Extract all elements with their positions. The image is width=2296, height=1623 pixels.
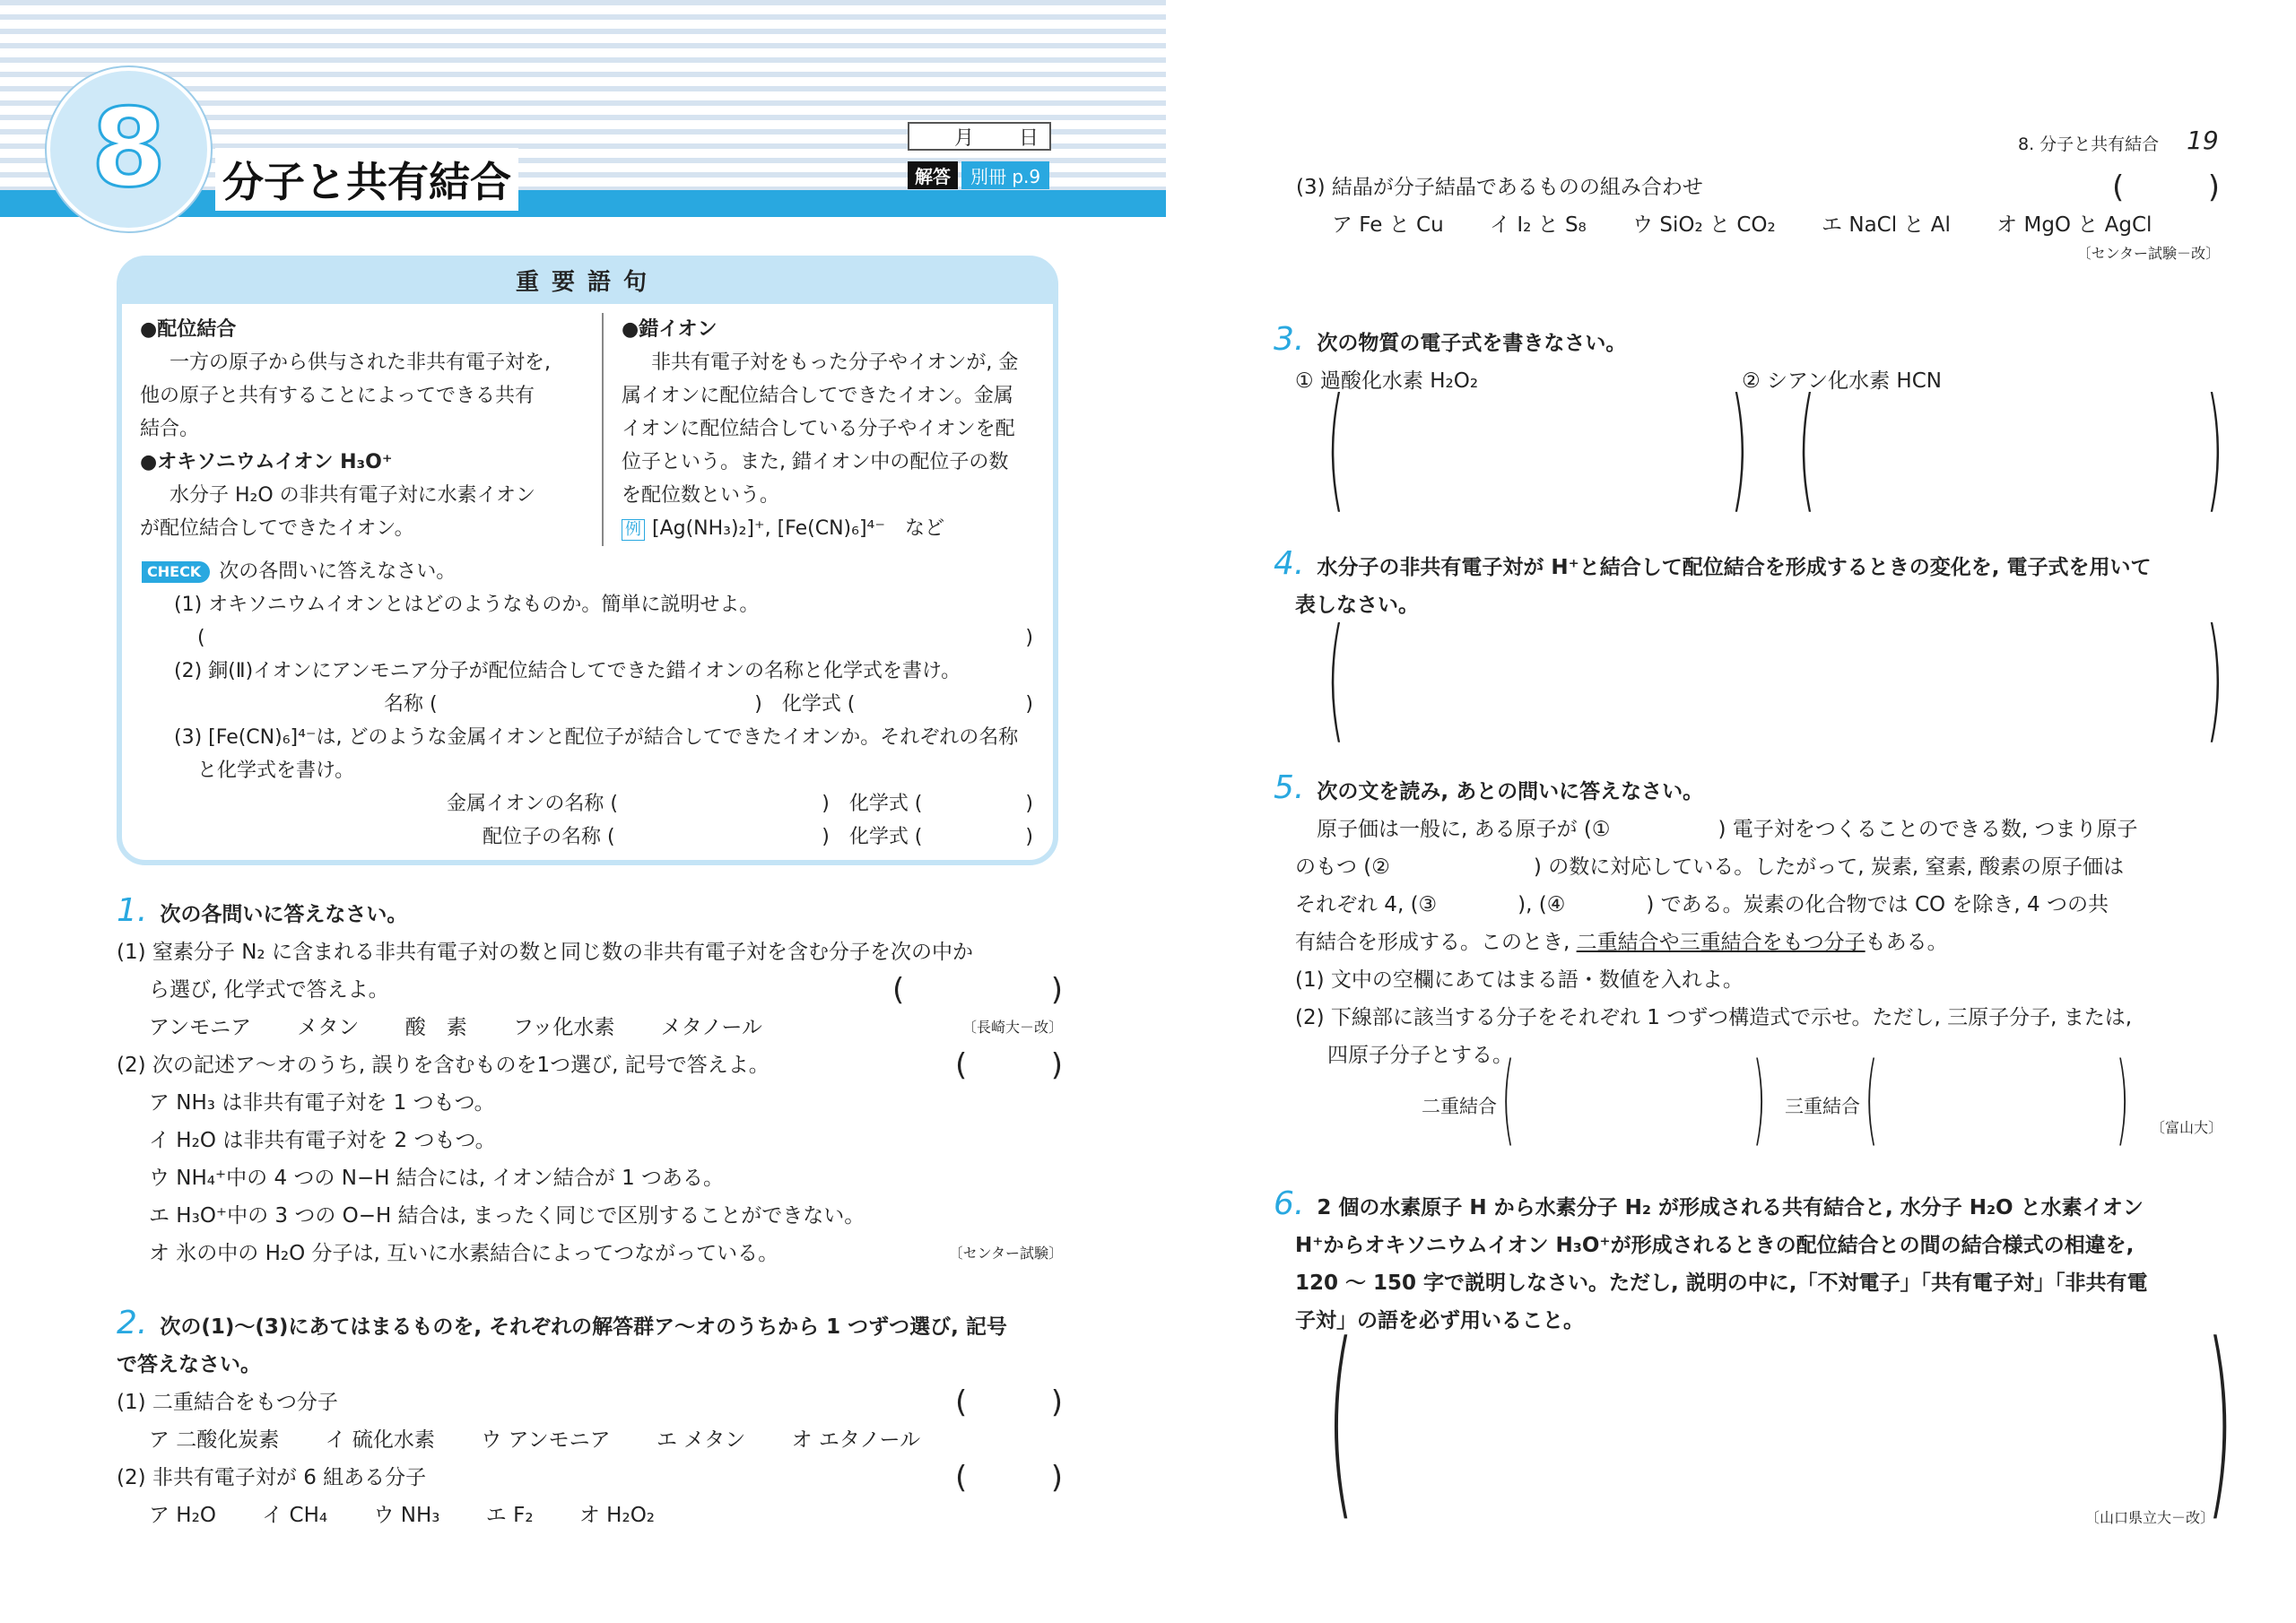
answer-formula-label: ) 化学式 ( [754,693,856,716]
q2-part1-text: (1) 二重結合をもつ分子 [117,1391,338,1414]
key-terms-left-column [140,313,579,545]
question-1 [117,892,1063,1272]
option: イ I₂ と S₈ [1490,213,1587,237]
example-label: 例 [622,519,645,541]
term-complex-ion: ●錯イオン [622,318,718,341]
question-text: 2 個の水素原子 H から水素分子 H₂ が形成される共有結合と, 水分子 H₂O と水素イオン [1317,1196,2144,1219]
answer-reference [908,161,1049,189]
paren-open: ( [955,1047,968,1083]
q5-text: それぞれ 4, (③ [1295,893,1438,916]
q5-text: 有結合を形成する。このとき, [1295,931,1577,954]
option: フッ化水素 [513,1016,615,1039]
q5-part2-line1: (2) 下線部に該当する分子をそれぞれ 1 つずつ構造式で示せ。ただし, 三原子分子, または, [1295,1006,2133,1029]
question-5 [1274,769,2224,1074]
question-number: 2. [117,1305,148,1341]
term-text: 他の原子と共有することによってできる共有 [140,385,535,407]
question-text-cont: 表しなさい。 [1295,594,1419,617]
q2-part3-text: (3) 結晶が分子結晶であるものの組み合わせ [1296,176,1703,199]
source-note: 〔長崎大－改〕 [961,1019,1063,1036]
question-3-heading [1274,321,2224,362]
answer-area-q3-1-open[interactable]: ( [1326,370,1345,526]
check-q3-line1: (3) [Fe(CN)₆]⁴⁻は, どのような金属イオンと配位子が結合してできたイオンか。それぞれの名称 [174,726,1019,749]
source-note: 〔センター試験－改〕 [2076,245,2220,262]
answer-blank[interactable] [955,1046,1063,1084]
q1-part1-options [117,1009,1063,1046]
check-q3-answer-ligand[interactable] [142,820,1039,854]
statement-last [117,1235,1063,1272]
paren-close: ) [1025,826,1033,848]
key-terms-right-column [602,313,1041,546]
answer-key-label: 解答 [908,161,958,189]
answer-area-double-open[interactable]: ( [1500,1041,1515,1156]
q5-sentence-3 [1274,886,2224,924]
term-example [622,512,1041,545]
statement: イ H₂O は非共有電子対を 2 つもつ。 [149,1129,496,1152]
term-text: 水分子 H₂O の非共有電子対に水素イオン [170,484,536,507]
running-head: 8. 分子と共有結合 [2018,135,2160,154]
check-intro: 次の各問いに答えなさい。 [219,560,457,583]
q2-part2 [117,1459,1063,1497]
q1-part1-text: ら選び, 化学式で答えよ。 [149,978,389,1002]
check-q3-answer-metal[interactable] [142,787,1039,820]
q5-text: ) である。炭素の化合物では CO を除き, 4 つの共 [1646,893,2109,916]
option: ア 二酸化炭素 [149,1428,280,1452]
paren-open: ( [197,627,205,649]
answer-area-triple-close[interactable]: ) [2115,1041,2129,1156]
q1-part1-line2 [117,971,1063,1009]
option: ウ SiO₂ と CO₂ [1632,213,1776,237]
check-q1: (1) オキソニウムイオンとはどのようなものか。簡単に説明せよ。 [174,594,760,616]
question-number: 1. [117,892,148,929]
q5-text: のもつ (② [1295,855,1390,879]
question-text-cont: 子対」の語を必ず用いること。 [1295,1309,1584,1332]
question-3 [1274,321,2224,400]
q2-part3-line [1296,169,2220,206]
paren-close: ) [1025,793,1033,815]
q2-part1-options [117,1421,1063,1459]
q2-part3 [1296,169,2220,264]
question-number: 4. [1274,545,1305,582]
answer-blank[interactable] [2112,169,2220,206]
metal-formula-label: ) 化学式 ( [822,793,923,815]
term-text: 位子という。また, 錯イオン中の配位子の数 [622,451,1009,473]
q2-part2-options [117,1497,1063,1534]
statement: ア NH₃ は非共有電子対を 1 つもつ。 [149,1091,495,1115]
answer-area-double-close[interactable]: ) [1752,1041,1766,1156]
question-4 [1274,545,2224,624]
option: ウ NH₃ [373,1504,440,1527]
answer-blank[interactable] [892,971,1063,1009]
answer-name-label: 名称 ( [384,693,438,716]
check-q1-answer[interactable] [142,621,1039,655]
answer-area-q4-open[interactable]: ( [1326,601,1345,757]
q3-part1: ① 過酸化水素 H₂O₂ [1295,369,1479,393]
option: メタン [297,1016,360,1039]
q5-sentence-2 [1274,848,2224,886]
triple-bond-label: 三重結合 [1785,1096,1860,1117]
answer-blank[interactable] [955,1459,1063,1497]
option: エ NaCl と Al [1822,213,1951,237]
metal-name-label: 金属イオンの名称 ( [447,793,618,815]
question-6-heading [1274,1185,2224,1227]
answer-area-q6-close[interactable]: ) [2205,1301,2234,1541]
q5-part1: (1) 文中の空欄にあてはまる語・数値を入れよ。 [1295,968,1744,992]
question-number: 3. [1274,321,1305,358]
paren-open: ( [2112,169,2125,205]
option: エ F₂ [485,1504,534,1527]
chapter-number: 8 [91,86,167,212]
key-terms-box [117,256,1058,865]
statement: エ H₃O⁺中の 3 つの O−H 結合は, まったく同じで区別することができない。 [149,1204,865,1228]
q2-part1 [117,1384,1063,1421]
term-text: 一方の原子から供与された非共有電子対を, [170,352,551,374]
statement: ウ NH₄⁺中の 4 つの N−H 結合には, イオン結合が 1 つある。 [149,1167,725,1190]
term-coordinate-bond: ●配位結合 [140,318,237,341]
question-5-heading [1274,769,2224,811]
q1-part1-line1: (1) 窒素分子 N₂ に含まれる非共有電子対の数と同じ数の非共有電子対を含む分子を次の中か [117,941,973,964]
check-q2: (2) 銅(Ⅱ)イオンにアンモニア分子が配位結合してできた錯イオンの名称と化学式を書け。 [174,660,961,682]
term-text: を配位数という。 [622,484,780,507]
answer-area-q3-1-close[interactable]: ) [1730,370,1749,526]
paren-open: ( [955,1460,968,1496]
option: オ MgO と AgCl [1996,213,2152,237]
date-box[interactable] [908,122,1051,151]
question-2-heading [117,1305,1063,1346]
statement: オ 氷の中の H₂O 分子は, 互いに水素結合によってつながっている。 [149,1242,779,1265]
q3-part2: ② シアン化水素 HCN [1742,369,1942,393]
option: 酸 素 [404,1016,467,1039]
term-text: イオンに配位結合している分子やイオンを配 [622,418,1015,440]
check-q3-line2: と化学式を書け。 [197,759,355,782]
term-oxonium: ●オキソニウムイオン H₃O⁺ [140,451,393,473]
source-note: 〔山口県立大－改〕 [2085,1509,2215,1526]
options-list [149,1009,802,1046]
ligand-name-label: 配位子の名称 ( [483,826,615,848]
q5-text: 原子価は一般に, ある原子が (① [1317,818,1611,841]
source-note: 〔センター試験〕 [948,1245,1063,1262]
paren-open: ( [955,1384,968,1420]
option: イ CH₄ [262,1504,328,1527]
page-number: 19 [2187,126,2219,155]
q5-text: ) 電子対をつくることのできる数, つまり原子 [1718,818,2138,841]
paren-close: ) [1025,627,1033,649]
q2-part3-options [1296,206,2220,244]
option: エ メタン [656,1428,746,1452]
option: オ エタノール [791,1428,921,1452]
option: ア H₂O [149,1504,216,1527]
option: アンモニア [149,1016,252,1039]
q5-text: もある。 [1865,931,1948,954]
check-intro-line [142,555,1039,588]
paren-close: ) [1050,1384,1063,1420]
question-1-heading [117,892,1063,933]
answer-page-ref: 別冊 p.9 [961,161,1049,189]
check-section [142,555,1039,854]
question-text: 水分子の非共有電子対が H⁺と結合して配位結合を形成するときの変化を, 電子式を用いて [1317,556,2152,579]
paren-close: ) [1025,693,1033,716]
question-text: 次の文を読み, あとの問いに答えなさい。 [1317,780,1704,803]
key-terms-heading: 重要語句 [122,261,1053,304]
q5-sentence-1 [1274,811,2224,848]
question-4-heading [1274,545,2224,586]
answer-area-q6-open[interactable]: ( [1326,1301,1355,1541]
term-text: が配位結合してできたイオン。 [140,517,414,540]
chapter-badge [47,67,211,231]
option: ア Fe と Cu [1332,213,1444,237]
question-number: 6. [1274,1185,1305,1222]
question-6 [1274,1185,2224,1340]
ligand-formula-label: ) 化学式 ( [822,826,923,848]
question-text-cont: 120 ～ 150 字で説明しなさい。ただし, 説明の中に,「不対電子」「共有電子対」「非共有電 [1295,1271,2148,1295]
question-text: 次の物質の電子式を書きなさい。 [1317,332,1627,355]
term-text: 結合。 [140,418,200,440]
check-q2-answer[interactable] [142,688,1039,721]
question-text-cont: H⁺からオキソニウムイオン H₃O⁺が形成されるときの配位結合との間の結合様式の相違を, [1295,1234,2135,1257]
date-month: 月 [953,126,974,150]
q1-part2-text: (2) 次の記述ア～オのうち, 誤りを含むものを1つ選び, 記号で答えよ。 [117,1054,770,1077]
paren-close: ) [1050,972,1063,1008]
answer-area-q3-2-close[interactable]: ) [2205,370,2224,526]
q5-text: ) の数に対応している。したがって, 炭素, 窒素, 酸素の原子価は [1533,855,2125,879]
option: メタノール [660,1016,762,1039]
paren-close: ) [1050,1460,1063,1496]
option: ウ アンモニア [481,1428,611,1452]
question-text-cont: で答えなさい。 [117,1353,261,1376]
paren-open: ( [892,972,905,1008]
paren-close: ) [1050,1047,1063,1083]
example-text: [Ag(NH₃)₂]⁺, [Fe(CN)₆]⁴⁻ など [652,517,944,540]
term-text: 属イオンに配位結合してできたイオン。金属 [622,385,1013,407]
q1-part2 [117,1046,1063,1084]
answer-area-q4-close[interactable]: ) [2205,601,2224,757]
date-day: 日 [1018,126,1039,150]
q2-part2-text: (2) 非共有電子対が 6 組ある分子 [117,1466,427,1489]
q5-text: ), (④ [1518,893,1566,916]
question-text: 次の(1)～(3)にあてはまるものを, それぞれの解答群ア～オのうちから 1 つずつ選び, 記号 [160,1315,1007,1339]
paren-close: ) [2207,169,2220,205]
q3-parts [1274,362,2224,400]
underlined-text: 二重結合や三重結合をもつ分子 [1576,931,1866,954]
question-text: 次の各問いに答えなさい。 [160,903,408,926]
option: イ 硫化水素 [325,1428,435,1452]
source-note: 〔富山大〕 [2151,1119,2223,1136]
double-bond-label: 二重結合 [1422,1096,1497,1117]
question-2 [117,1305,1063,1534]
answer-blank[interactable] [955,1384,1063,1421]
answer-area-q3-2-open[interactable]: ( [1797,370,1816,526]
term-text: 非共有電子対をもった分子やイオンが, 金 [651,352,1019,374]
answer-area-triple-open[interactable]: ( [1864,1041,1878,1156]
chapter-title: 分子と共有結合 [215,148,518,211]
option: オ H₂O₂ [578,1504,656,1527]
question-number: 5. [1274,769,1305,806]
check-badge: CHECK [142,561,210,583]
q5-part2-line2: 四原子分子とする。 [1327,1044,1513,1067]
q5-sentence-4 [1274,924,2224,961]
